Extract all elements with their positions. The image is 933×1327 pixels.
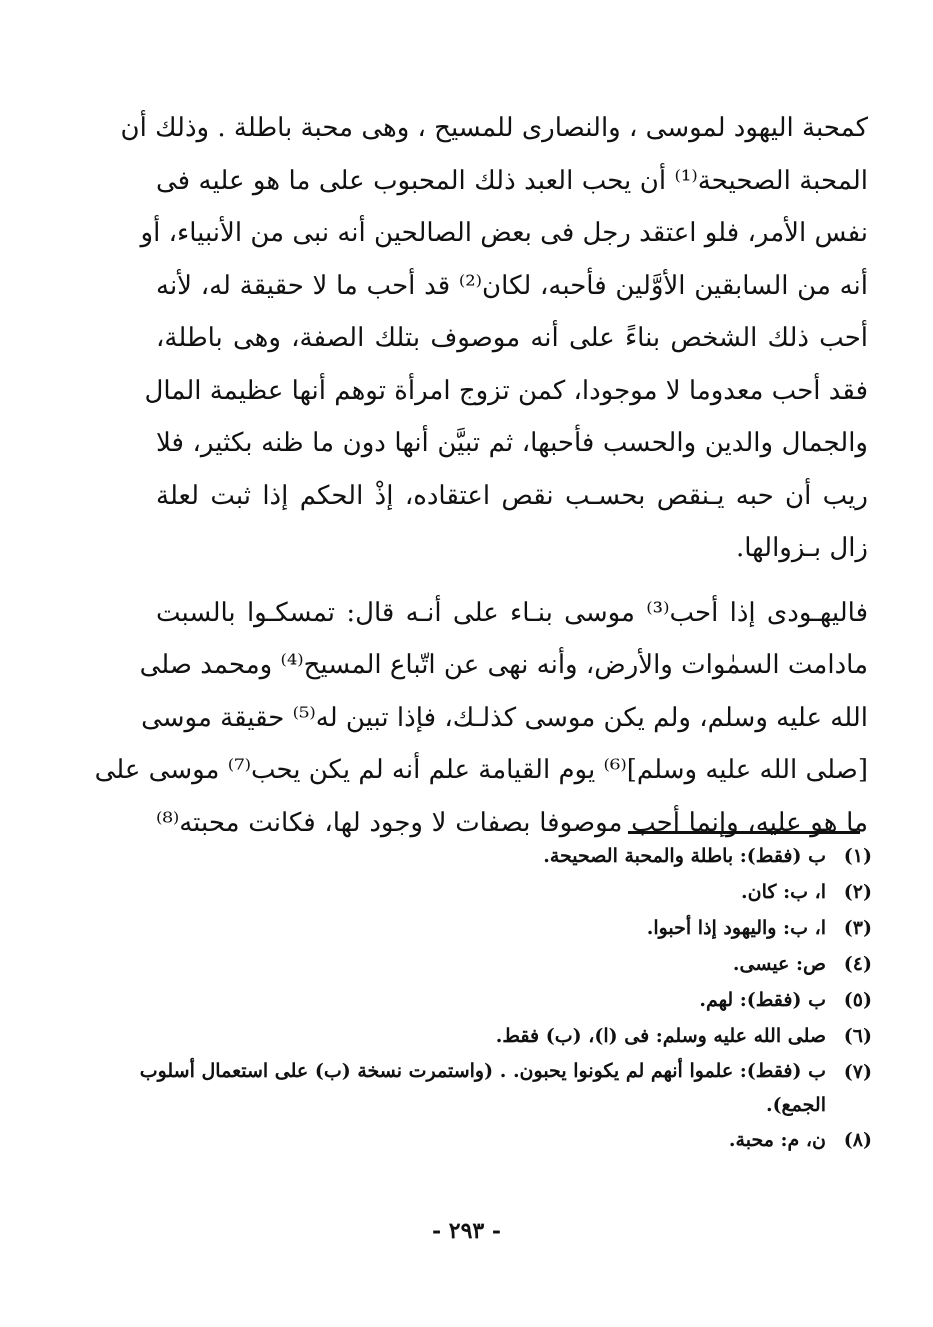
text-line: فقد أحب معدوما لا موجودا، كمن تزوج امرأة توهم أنها عظيمة المال [144,375,868,406]
footnote-number: (٢) [843,881,872,903]
text-line: ريب أن حبه يـنقص بحسـب نقص اعتقاده، إذْ الحكم إذا ثبت لعلة [156,480,868,511]
footnote [160,838,872,874]
footnote [160,910,872,946]
footnote-text: ب (فقط): لهم. [699,989,826,1011]
page-number: - ٢٩٣ - [431,1218,502,1244]
text-line: زال بـزوالها. [735,533,868,563]
footnote-text: ب (فقط): باطلة والمحبة الصحيحة. [543,845,826,867]
footnote-text: ا، ب: واليهود إذا أحبوا. [646,917,826,939]
text-line: مادامت السمٰوات والأرض، وأنه نهى عن اتّباع المسيح⁽⁴⁾ ومحمد صلى [139,650,868,680]
footnote [160,874,872,910]
paragraph-2 [94,587,868,850]
footnote-text: ا، ب: كان. [741,881,826,903]
main-text [94,102,868,849]
footnote [139,1054,872,1122]
text-line: المحبة الصحيحة⁽¹⁾ أن يحب العبد ذلك المحبوب على ما هو عليه فى [156,165,868,196]
footnote-text: ن، م: محبة. [728,1129,826,1151]
footnote-text: ب (فقط): علموا أنهم لم يكونوا يحبون. . (واستمرت نسخة (ب) على استعمال أسلوب [139,1060,826,1082]
text-line: [صلى الله عليه وسلم]⁽⁶⁾ يوم القيامة علم أنه لم يكن يحب⁽⁷⁾ موسى على [94,755,868,785]
footnote-text: صلى الله عليه وسلم: فى (ا)، (ب) فقط. [495,1025,826,1047]
footnote-divider [628,831,860,834]
text-line: ما هو عليه، وإنما أحب موصوفا بصفات لا وجود لها، فكانت محبته⁽⁸⁾ [156,807,868,838]
footnote-number: (٦) [843,1025,872,1047]
footnote-number: (٥) [843,989,872,1011]
footnote [160,946,872,982]
text-line: نفس الأمر، فلو اعتقد رجل فى بعض الصالحين أنه نبى من الأنبياء، أو [140,218,868,248]
paragraph-gap [156,575,868,587]
footnote-text-block [140,1054,826,1122]
footnote-number: (١) [843,845,872,867]
footnote-number: (٣) [843,917,872,939]
text-line: أحب ذلك الشخص بناءً على أنه موصوف بتلك الصفة، وهى باطلة، [156,323,868,353]
footnote-number: (٧) [843,1061,872,1083]
text-line: والجمال والدين والحسب فأحبها، ثم تبيَّن أنها دون ما ظنه بكثير، فلا [156,428,868,458]
footnote-continuation: الجمع). [765,1094,826,1116]
text-line: أنه من السابقين الأوَّلين فأحبه، لكان⁽²⁾ قد أحب ما لا حقيقة له، لأنه [156,270,868,301]
text-line: الله عليه وسلم، ولم يكن موسى كذلـك، فإذا تبين له⁽⁵⁾ حقيقة موسى [141,702,868,733]
paragraph-1 [120,102,868,575]
footnote [160,982,872,1018]
footnote-number: (٤) [843,953,872,975]
text-line: فاليهـودى إذا أحب⁽³⁾ موسى بنـاء على أنـه قال: تمسكـوا بالسبت [156,597,868,628]
footnote-number: (٨) [843,1129,872,1151]
footnote [160,1122,872,1158]
footnote-text: ص: عيسى. [732,953,826,975]
footnote [160,1018,872,1054]
text-line: كمحبة اليهود لموسى ، والنصارى للمسيح ، وهى محبة باطلة . وذلك أن [120,113,868,143]
footnotes [139,838,872,1158]
